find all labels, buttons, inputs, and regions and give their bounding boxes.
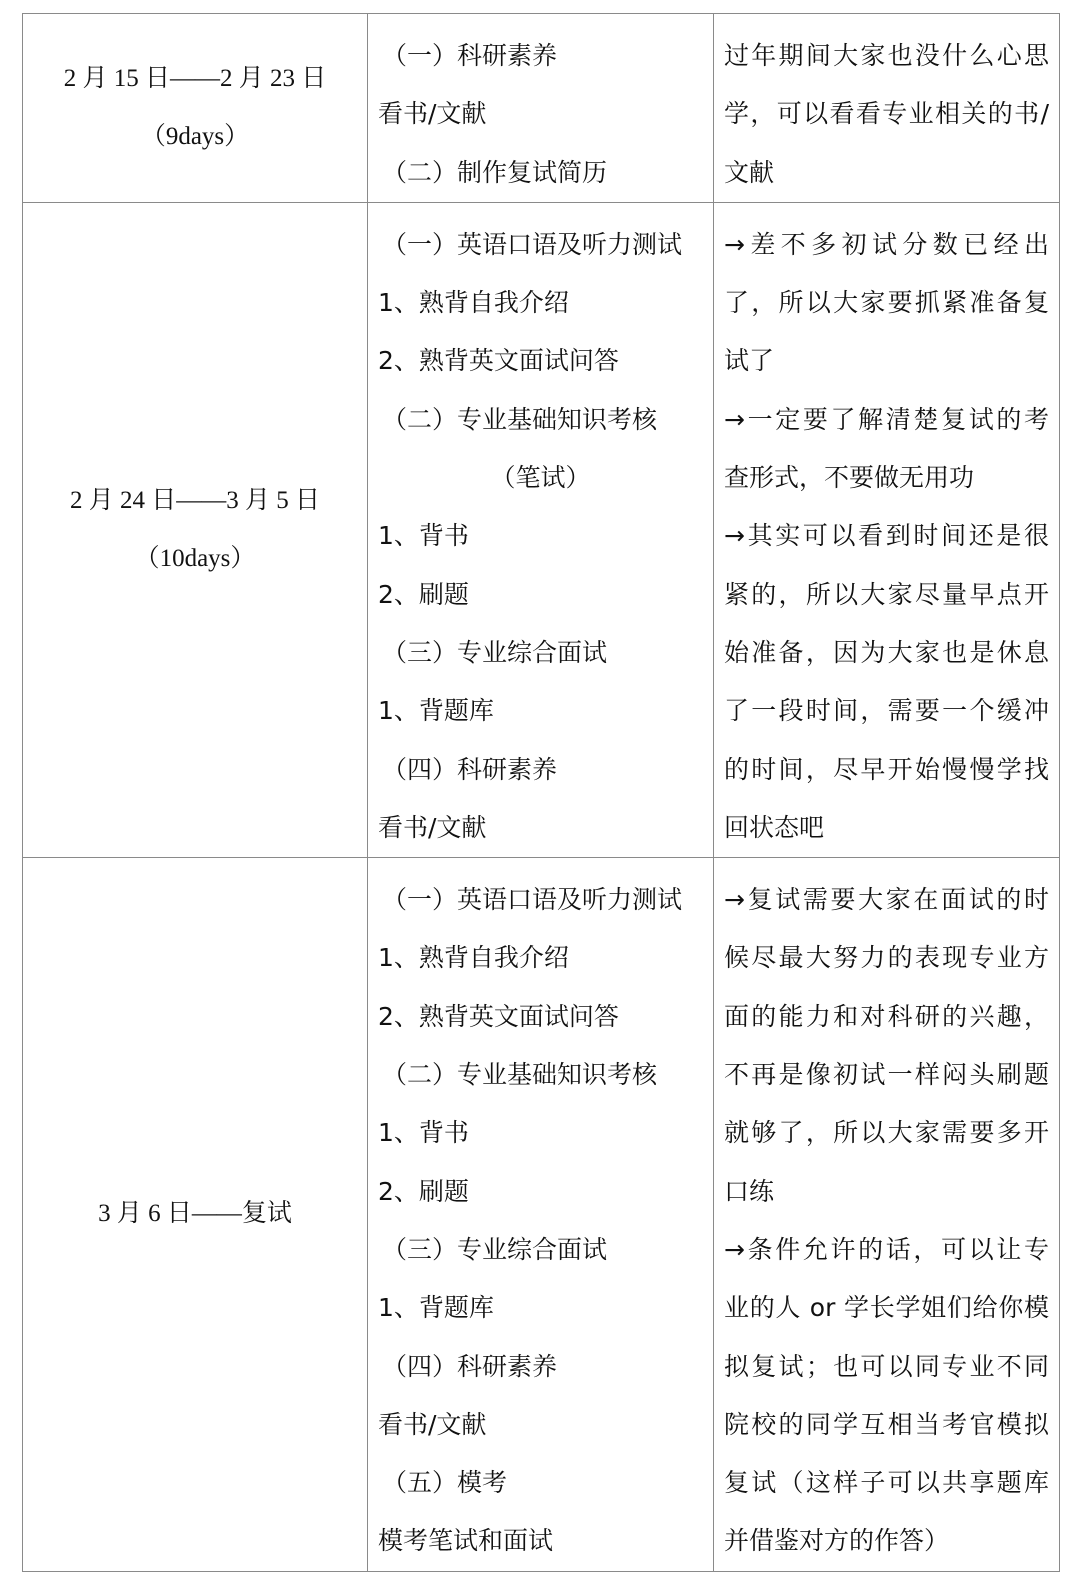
task-section-heading: （五）模考 — [382, 1468, 508, 1498]
task-item: 看书/文献 — [378, 99, 487, 129]
task-section-heading: （二）专业基础知识考核 — [382, 1060, 658, 1090]
tasks-cell — [368, 858, 714, 1572]
task-item: 看书/文献 — [378, 1409, 487, 1439]
task-section-heading: （一）科研素养 — [382, 41, 558, 70]
note-line: 业的人 or 学长学姐们给你模 — [724, 1293, 1049, 1323]
task-item: 模考笔试和面试 — [378, 1526, 554, 1556]
task-section-heading: （二）专业基础知识考核 — [382, 404, 658, 434]
note-line: 始准备，因为大家也是休息 — [724, 637, 1049, 667]
notes-cell — [714, 14, 1060, 203]
note-line: 学，可以看看专业相关的书/ — [724, 99, 1049, 129]
task-section-heading: （四）科研素养 — [382, 1351, 558, 1381]
task-item: （笔试） — [490, 463, 591, 493]
note-line: 紧的，所以大家尽量早点开 — [724, 579, 1049, 609]
note-line: →其实可以看到时间还是很 — [724, 521, 1049, 551]
task-item: 2、熟背英文面试问答 — [378, 1001, 619, 1031]
note-line: →条件允许的话，可以让专 — [724, 1234, 1049, 1264]
tasks-cell — [368, 202, 714, 857]
date-range-text: 2 月 15 日——2 月 23 日 — [63, 64, 327, 92]
task-item: 1、背题库 — [378, 696, 494, 726]
task-item: 1、熟背自我介绍 — [378, 943, 569, 973]
note-line: →差不多初试分数已经出 — [724, 229, 1049, 259]
schedule-table — [22, 13, 1060, 1572]
note-line: 复试（这样子可以共享题库 — [724, 1468, 1049, 1498]
note-line: 的时间，尽早开始慢慢学找 — [724, 754, 1049, 784]
notes-cell — [714, 858, 1060, 1572]
task-item: 2、刷题 — [378, 579, 469, 609]
note-line: →一定要了解清楚复试的考 — [724, 404, 1049, 434]
task-item: 2、刷题 — [378, 1176, 469, 1206]
notes-cell — [714, 202, 1060, 857]
note-line: 就够了，所以大家需要多开 — [724, 1118, 1049, 1148]
date-range-text: （9days） — [140, 122, 250, 150]
note-line: 不再是像初试一样闷头刷题 — [724, 1060, 1049, 1090]
date-range-text: （10days） — [134, 545, 256, 573]
task-section-heading: （三）专业综合面试 — [382, 1234, 608, 1264]
date-range-text: 3 月 6 日——复试 — [98, 1200, 292, 1228]
note-line: 回状态吧 — [724, 812, 825, 842]
table-row — [23, 202, 1060, 857]
date-range-cell — [23, 202, 368, 857]
note-line: 面的能力和对科研的兴趣， — [724, 1001, 1049, 1031]
note-line: →复试需要大家在面试的时 — [724, 885, 1049, 915]
date-range-text: 2 月 24 日——3 月 5 日 — [69, 487, 320, 515]
note-line: 查形式，不要做无用功 — [724, 463, 975, 493]
task-item: 看书/文献 — [378, 812, 487, 842]
note-line: 文献 — [724, 157, 775, 187]
note-line: 试了 — [724, 346, 775, 376]
task-section-heading: （四）科研素养 — [382, 754, 558, 784]
schedule-table-body — [23, 14, 1060, 1572]
note-line: 院校的同学互相当考官模拟 — [724, 1409, 1049, 1439]
date-range-cell — [23, 14, 368, 203]
task-item: 1、熟背自我介绍 — [378, 288, 569, 318]
task-item: 1、背题库 — [378, 1293, 494, 1323]
task-item: 1、背书 — [378, 1118, 469, 1148]
note-line: 候尽最大努力的表现专业方 — [724, 943, 1049, 973]
task-section-heading: （三）专业综合面试 — [382, 637, 608, 667]
task-section-heading: （一）英语口语及听力测试 — [382, 885, 683, 915]
task-item: 2、熟背英文面试问答 — [378, 346, 619, 376]
note-line: 并借鉴对方的作答） — [724, 1526, 950, 1556]
note-line: 了一段时间，需要一个缓冲 — [724, 696, 1049, 726]
task-section-heading: （一）英语口语及听力测试 — [382, 229, 683, 259]
note-line: 拟复试；也可以同专业不同 — [724, 1351, 1049, 1381]
task-section-heading: （二）制作复试简历 — [382, 157, 608, 187]
table-row — [23, 858, 1060, 1572]
note-line: 过年期间大家也没什么心思 — [724, 41, 1049, 70]
note-line: 了，所以大家要抓紧准备复 — [724, 288, 1049, 318]
date-range-cell — [23, 858, 368, 1572]
table-row — [23, 14, 1060, 203]
tasks-cell — [368, 14, 714, 203]
task-item: 1、背书 — [378, 521, 469, 551]
note-line: 口练 — [724, 1176, 775, 1206]
